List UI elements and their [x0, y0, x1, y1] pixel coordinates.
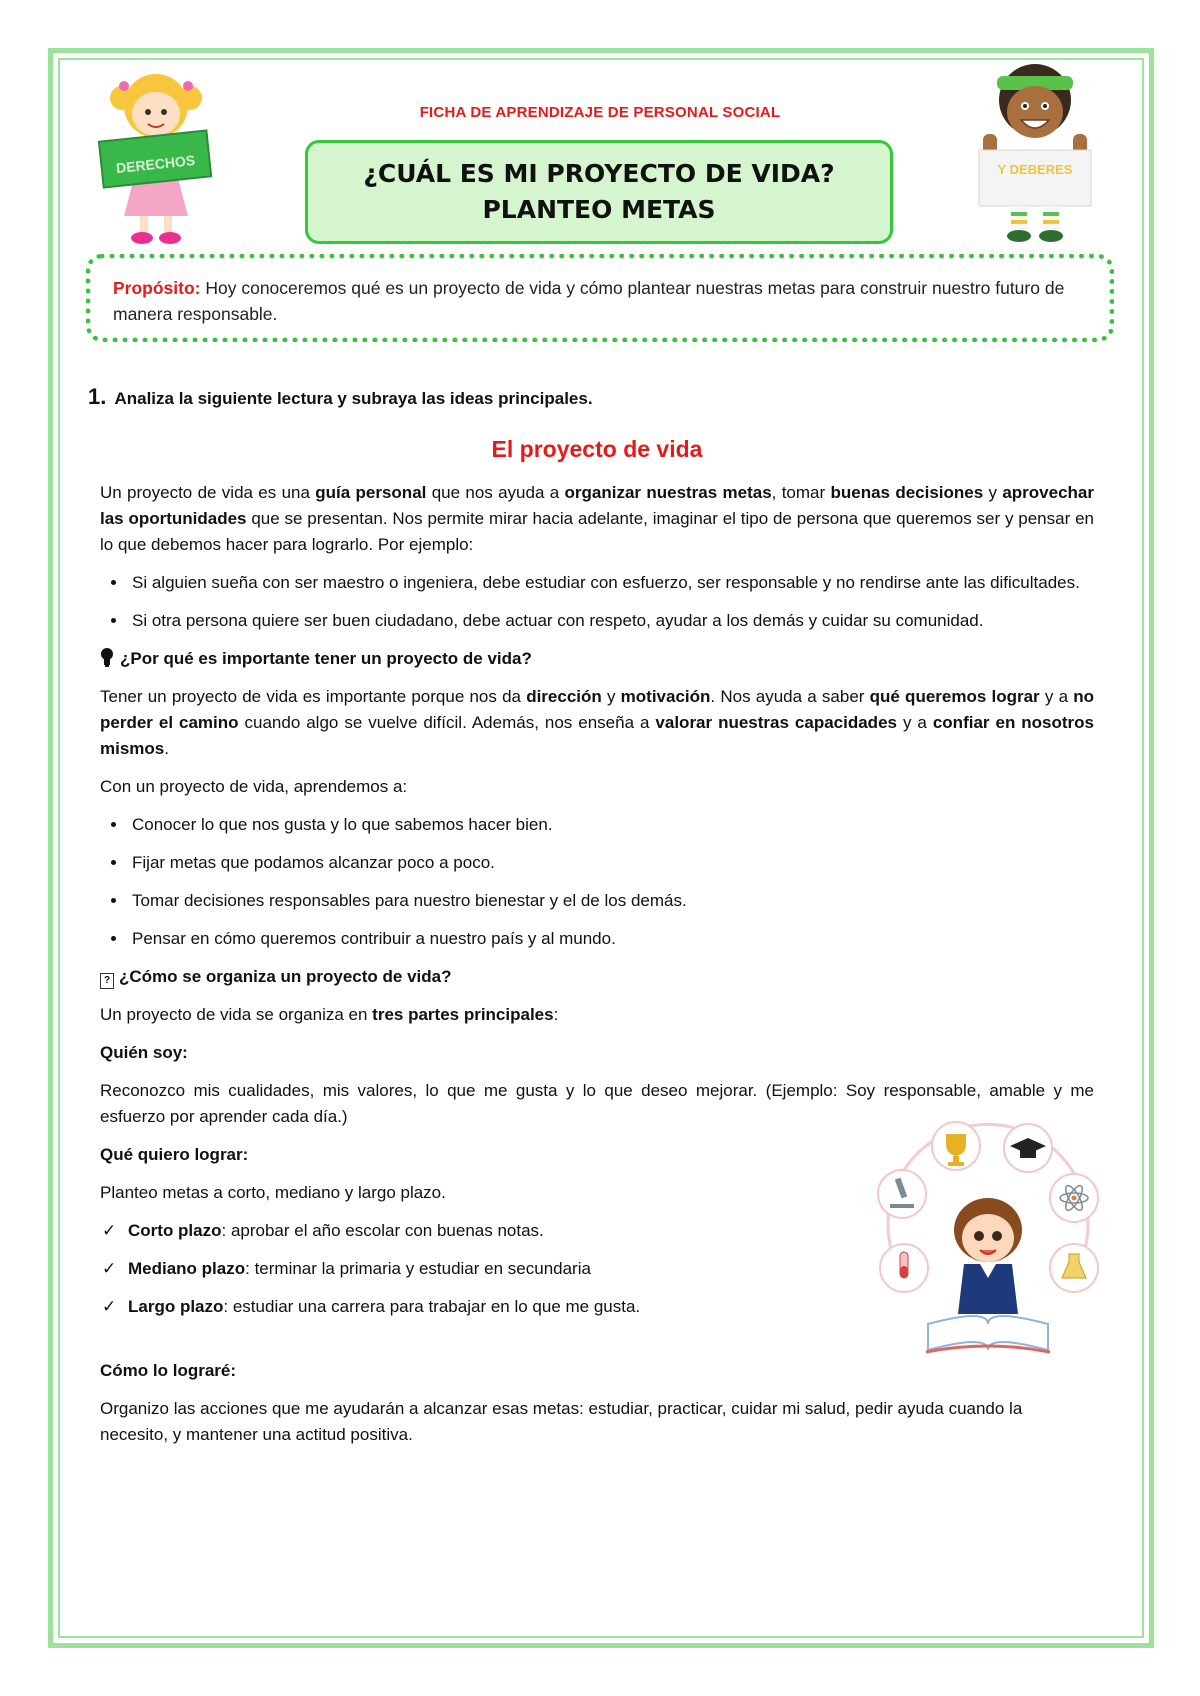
title-line-2: PLANTEO METAS	[482, 195, 716, 224]
trophy-icon	[932, 1122, 980, 1170]
atom-icon	[1050, 1174, 1098, 1222]
who-heading: Quién soy:	[100, 1043, 188, 1062]
text-run: .	[164, 739, 169, 758]
purpose-text: Hoy conoceremos qué es un proyecto de vida y cómo plantear nuestras metas para construir nuestro futuro de manera responsable.	[113, 278, 1065, 324]
bold-phrase: tres partes principales	[372, 1005, 554, 1024]
reading-title: El proyecto de vida	[491, 436, 703, 462]
importance-question-text: ¿Por qué es importante tener un proyecto de vida?	[120, 649, 532, 668]
bold-phrase: motivación	[620, 687, 711, 706]
importance-paragraph	[100, 684, 1094, 762]
how-heading: Cómo lo lograré:	[100, 1361, 237, 1380]
learn-item: • Fijar metas que podamos alcanzar poco a poco.	[128, 850, 1094, 876]
learn-item: • Tomar decisiones responsables para nuestro bienestar y el de los demás.	[128, 888, 1094, 914]
what-heading: Qué quiero lograr:	[100, 1145, 249, 1164]
checkmark-icon: ✓	[102, 1221, 117, 1240]
bold-phrase: valorar nuestras capacidades	[655, 713, 897, 732]
bold-phrase: organizar nuestras metas	[564, 483, 772, 502]
student-goals-illustration	[868, 1118, 1108, 1373]
bold-phrase: buenas decisiones	[830, 483, 984, 502]
checkmark-icon: ✓	[102, 1259, 117, 1278]
bold-phrase: qué queremos lograr	[869, 687, 1040, 706]
text-run: y	[983, 483, 1003, 502]
text-run: y a	[896, 713, 933, 732]
text-run: Tener un proyecto de vida es importante porque nos da	[100, 687, 527, 706]
what-text: Planteo metas a corto, mediano y largo plazo.	[100, 1183, 446, 1202]
title-box	[305, 140, 893, 244]
text-run: cuando algo se vuelve difícil. Además, nos enseña a	[238, 713, 656, 732]
text-run: y a	[1039, 687, 1074, 706]
checkmark-icon: ✓	[102, 1297, 117, 1316]
organize-question	[100, 964, 1094, 990]
deberes-sign-text: Y DEBERES	[997, 162, 1073, 177]
examples-list	[100, 570, 1094, 634]
text-run: :	[553, 1005, 559, 1024]
learn-item: • Pensar en cómo queremos contribuir a nuestro país y al mundo.	[128, 926, 1094, 952]
goal-label: Mediano plazo	[128, 1259, 246, 1278]
goal-text: : estudiar una carrera para trabajar en lo que me gusta.	[223, 1297, 641, 1316]
how-text: Organizo las acciones que me ayudarán a alcanzar esas metas: estudiar, practicar, cuidar mi salud, pedir ayuda cuando la necesito, y mantener una actitud positiva.	[100, 1399, 1023, 1444]
lightbulb-icon	[100, 647, 114, 667]
intro-paragraph	[100, 480, 1094, 558]
instruction-number: 1.	[88, 384, 107, 409]
text-run: que se presentan. Nos permite mirar hacia adelante, imaginar el tipo de persona que queremos ser y pensar en lo que debemos hacer para lograrlo. Por ejemplo:	[100, 509, 1094, 554]
derechos-sign-text: DERECHOS	[115, 151, 196, 177]
instruction-1	[88, 384, 1094, 412]
flask-icon	[1050, 1244, 1098, 1292]
text-run: y	[601, 687, 621, 706]
goal-text: : terminar la primaria y estudiar en secundaria	[245, 1259, 591, 1278]
microscope-icon	[878, 1170, 926, 1218]
organize-paragraph	[100, 1002, 1094, 1028]
text-run: Un proyecto de vida se organiza en	[100, 1005, 373, 1024]
bold-phrase: confiar en nosotros mismos	[100, 713, 1095, 758]
example-item: • Si otra persona quiere ser buen ciudadano, debe actuar con respeto, ayudar a los demás y cuidar su comunidad.	[128, 608, 1094, 634]
purpose-label: Propósito:	[113, 278, 201, 298]
instruction-text: Analiza la siguiente lectura y subraya las ideas principales.	[114, 389, 593, 408]
title-line-1: ¿CUÁL ES MI PROYECTO DE VIDA?	[363, 159, 835, 188]
boy-deberes-illustration	[965, 62, 1105, 247]
text-run: Un proyecto de vida es una	[100, 483, 316, 502]
learn-list	[100, 812, 1094, 952]
worksheet-header-label: FICHA DE APRENDIZAJE DE PERSONAL SOCIAL	[419, 104, 781, 121]
learn-item: • Conocer lo que nos gusta y lo que sabemos hacer bien.	[128, 812, 1094, 838]
graduation-cap-icon	[1004, 1124, 1052, 1172]
bold-phrase: guía personal	[315, 483, 427, 502]
girl-derechos-illustration	[96, 68, 216, 248]
goal-label: Corto plazo	[128, 1221, 222, 1240]
text-run: . Nos ayuda a saber	[710, 687, 870, 706]
bold-phrase: no perder el camino	[100, 687, 1094, 732]
who-text: Reconozco mis cualidades, mis valores, lo que me gusta y lo que deseo mejorar. (Ejemplo: Soy responsable, amable y me esfuerzo por aprender cada día.)	[100, 1081, 1094, 1126]
goal-label: Largo plazo	[128, 1297, 224, 1316]
bold-phrase: aprovechar las oportunidades	[100, 483, 1095, 528]
importance-question	[100, 646, 1094, 672]
organize-question-text: ¿Cómo se organiza un proyecto de vida?	[119, 967, 452, 986]
placeholder-glyph-icon: ?	[100, 973, 114, 989]
goal-text: : aprobar el año escolar con buenas notas.	[221, 1221, 544, 1240]
test-tube-icon	[880, 1244, 928, 1292]
purpose-box	[86, 254, 1114, 342]
text-run: que nos ayuda a	[426, 483, 565, 502]
learn-intro: Con un proyecto de vida, aprendemos a:	[100, 777, 408, 796]
example-item: • Si alguien sueña con ser maestro o ingeniera, debe estudiar con esfuerzo, ser responsable y no rendirse ante las dificultades.	[128, 570, 1094, 596]
bold-phrase: dirección	[526, 687, 602, 706]
text-run: , tomar	[771, 483, 831, 502]
